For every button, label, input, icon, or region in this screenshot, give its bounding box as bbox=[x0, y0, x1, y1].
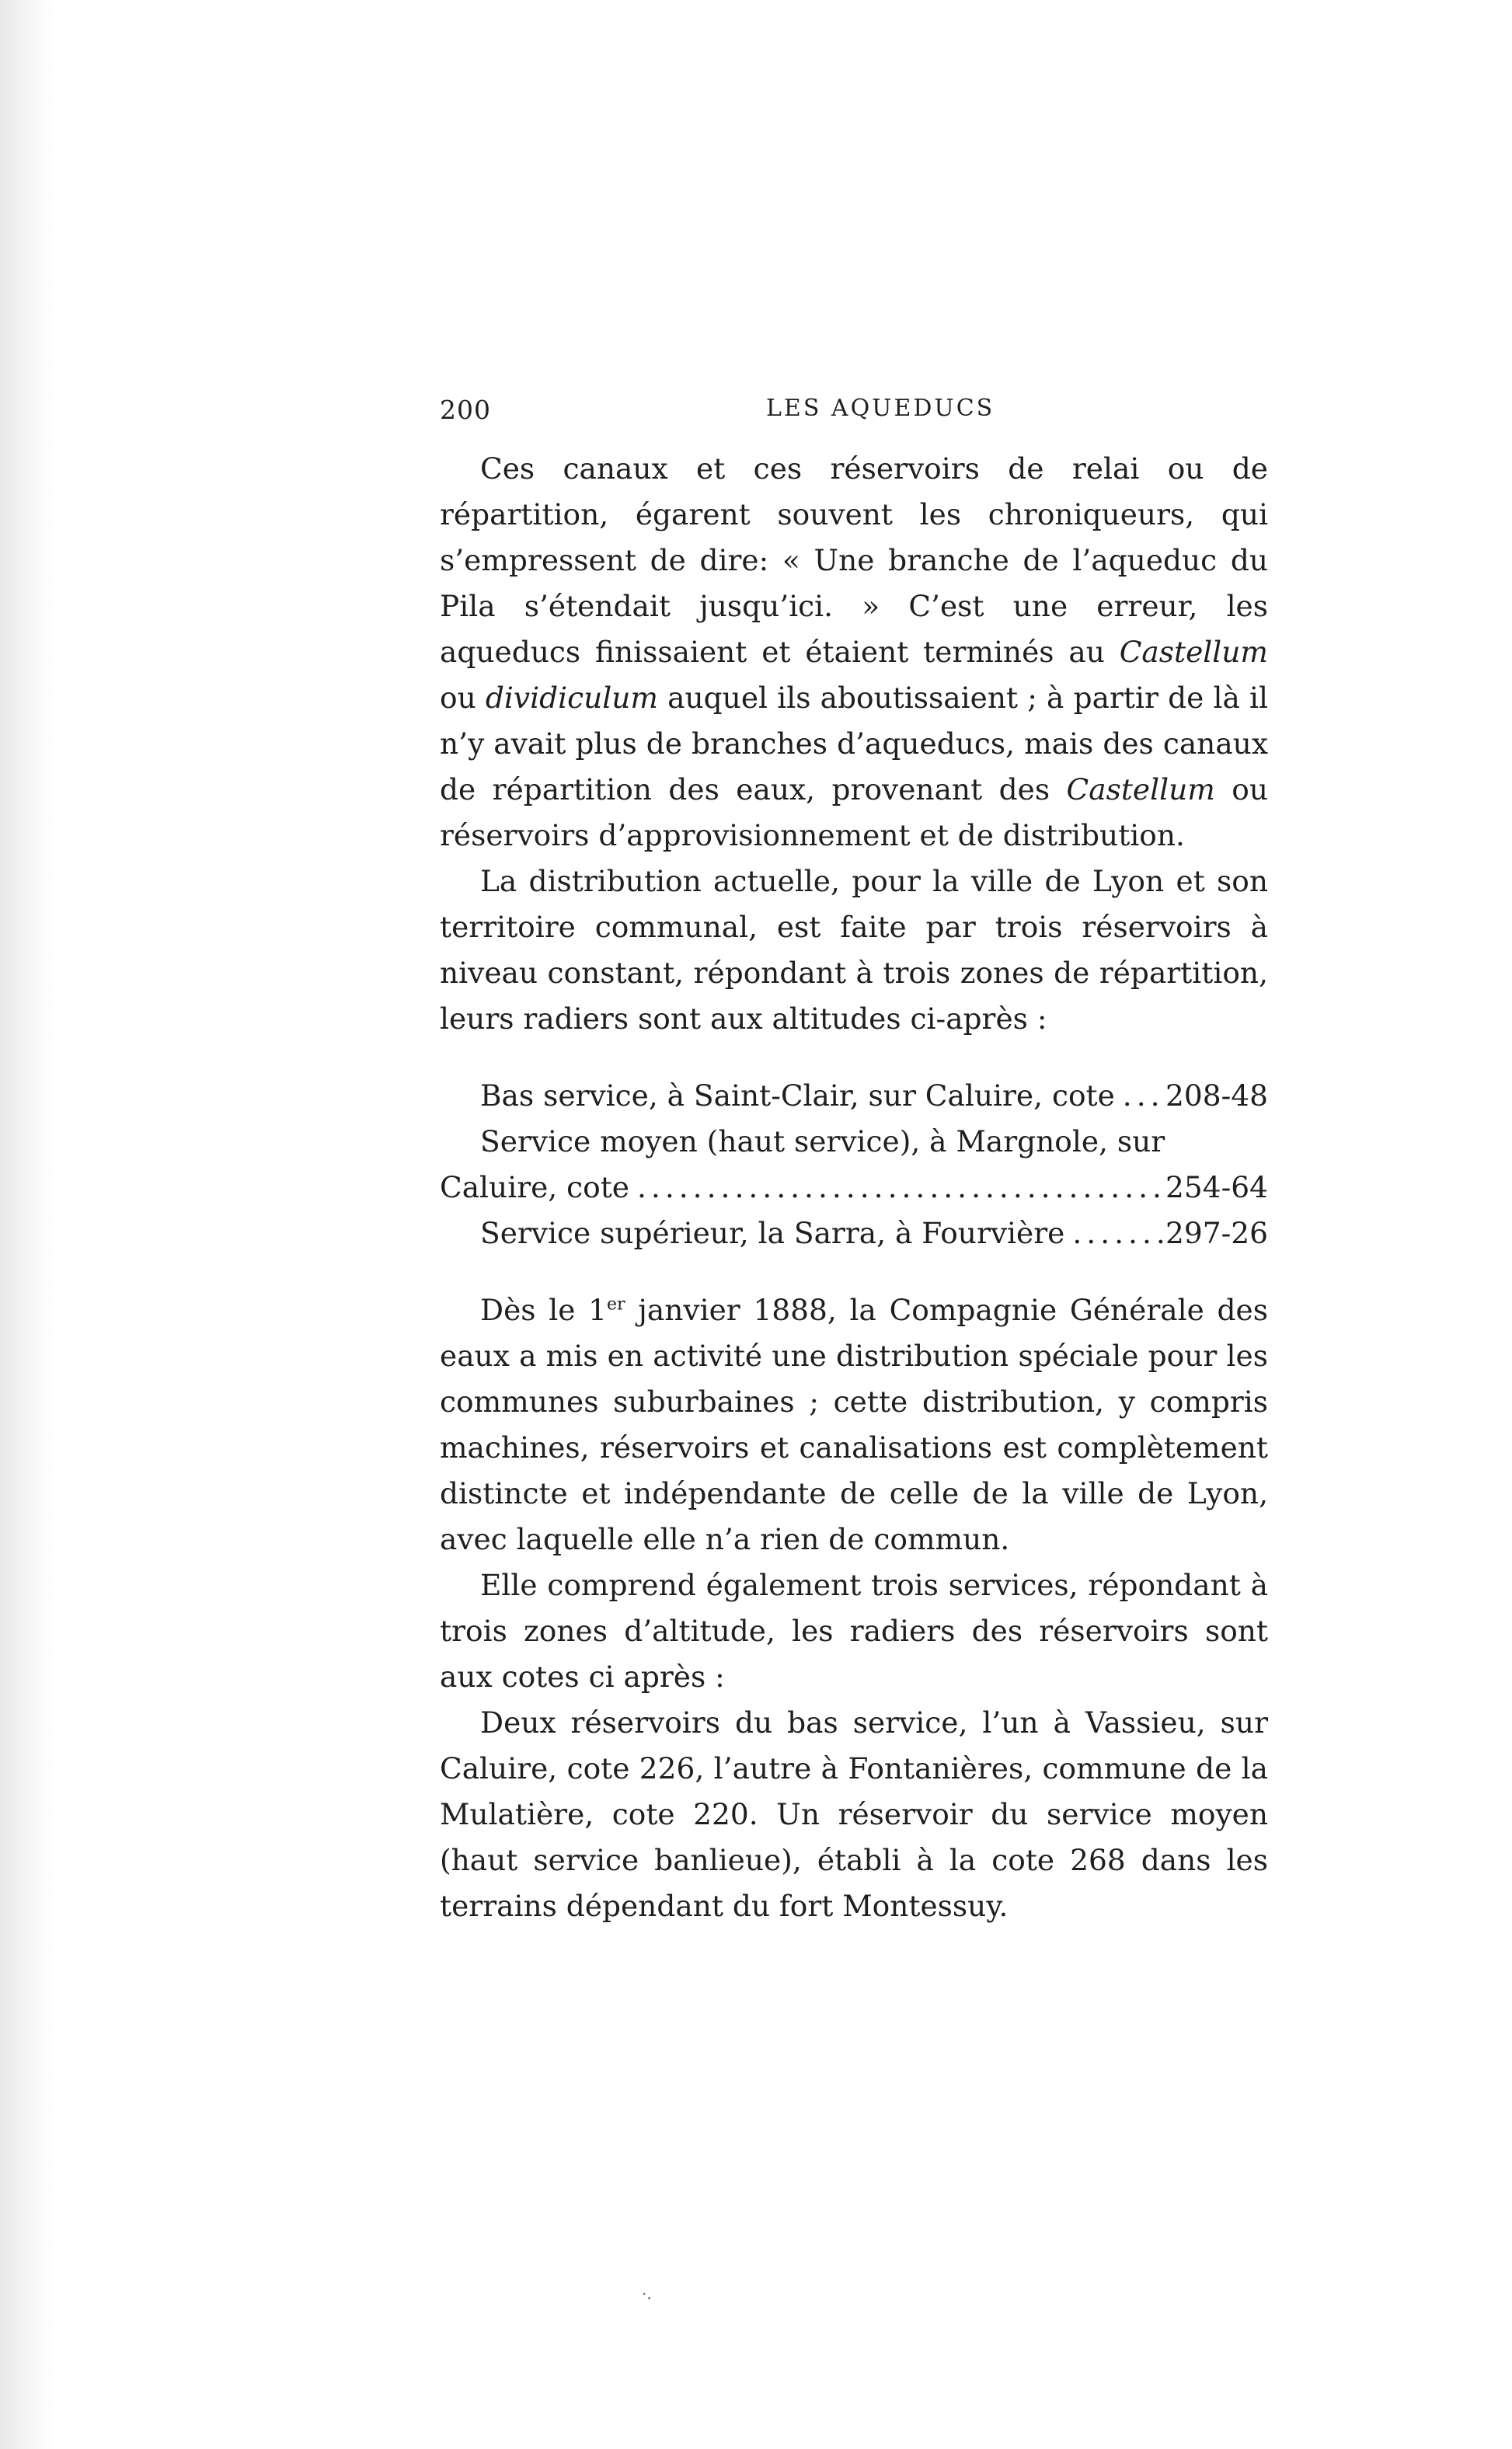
leader-dots bbox=[1064, 1211, 1165, 1256]
altitude-entry-value: 208-48 bbox=[1165, 1078, 1268, 1113]
paragraph-1-text-c: ou bbox=[440, 681, 486, 715]
dividiculum-term: dividiculum bbox=[485, 681, 658, 715]
paragraph-1-text-e: auquel ils aboutissaient ; à partir de là il n’y avait plus de branches d’aqueducs, mais des canaux de répartition des eaux, provenant des bbox=[440, 681, 1268, 806]
page-header bbox=[440, 395, 1268, 434]
paragraph-3-text-a: Dès le 1 bbox=[480, 1293, 608, 1327]
paragraph-2: La distribution actuelle, pour la ville de Lyon et son territoire communal, est faite par trois réservoirs à niveau constant, répondant à trois zones de répartition, leurs radiers sont aux altitudes ci-après : bbox=[440, 864, 1268, 1036]
paragraph-1-text-g: ou réservoirs d’approvisionnement et de distribution. bbox=[440, 772, 1268, 852]
leader-dots bbox=[629, 1165, 1165, 1211]
altitude-entry-value: 254-64 bbox=[1165, 1170, 1268, 1204]
paragraph-1 bbox=[440, 446, 1268, 859]
leader-dots bbox=[1115, 1073, 1165, 1119]
paragraph-5: Deux réservoirs du bas service, l’un à Vassieu, sur Caluire, cote 226, l’autre à Fontanières, commune de la Mulatière, cote 220. Un réservoir du service moyen (haut service banlieue), établi à la cote 268 dans les terrains dépendant du fort Montessuy. bbox=[440, 1705, 1268, 1923]
running-title: LES AQUEDUCS bbox=[766, 395, 995, 422]
altitude-entry-service-moyen bbox=[440, 1165, 1268, 1211]
altitude-entry-service-superieur bbox=[440, 1211, 1268, 1256]
scan-edge bbox=[0, 0, 54, 2449]
altitude-entry-label-line: Service moyen (haut service), à Margnole, sur bbox=[480, 1124, 1165, 1158]
spacer bbox=[440, 1042, 1268, 1073]
paragraph-3-text-b: janvier 1888, la Compagnie Générale des eaux a mis en activité une distribution spéciale pour les communes suburbaines ; cette distribution, y compris machines, réservoirs et canalisations est complètement distincte et indépendante de celle de la ville de Lyon, avec laquelle elle n’a rien de commun. bbox=[440, 1293, 1268, 1556]
altitude-entry-label: Service supérieur, la Sarra, à Fourvière bbox=[480, 1216, 1065, 1250]
ordinal-superscript: er bbox=[607, 1294, 625, 1315]
castellum-term: Castellum bbox=[1119, 635, 1268, 669]
paragraph-3 bbox=[440, 1287, 1268, 1562]
altitude-entry-bas-service bbox=[440, 1073, 1268, 1119]
spacer bbox=[440, 1256, 1268, 1287]
paragraph-1-text-a: Ces canaux et ces réservoirs de relai ou de répartition, égarent souvent les chroniqueurs, qui s’empressent de dire: « Une branche de l’aqueduc du Pila s’étendait jusqu’ici. » C’est une erreur, les aqueducs finissaient et étaient terminés au bbox=[440, 451, 1268, 669]
page-number: 200 bbox=[440, 395, 491, 425]
altitude-entry-label: Bas service, à Saint-Clair, sur Caluire, cote bbox=[480, 1078, 1115, 1113]
altitude-entry-value: 297-26 bbox=[1165, 1216, 1268, 1250]
printer-mark: ·. bbox=[642, 2284, 652, 2303]
page-body bbox=[440, 446, 1268, 1929]
castellum-term-2: Castellum bbox=[1066, 772, 1215, 806]
altitude-entry-label: Caluire, cote bbox=[440, 1170, 629, 1204]
paragraph-4: Elle comprend également trois services, répondant à trois zones d’altitude, les radiers des réservoirs sont aux cotes ci après : bbox=[440, 1568, 1268, 1694]
